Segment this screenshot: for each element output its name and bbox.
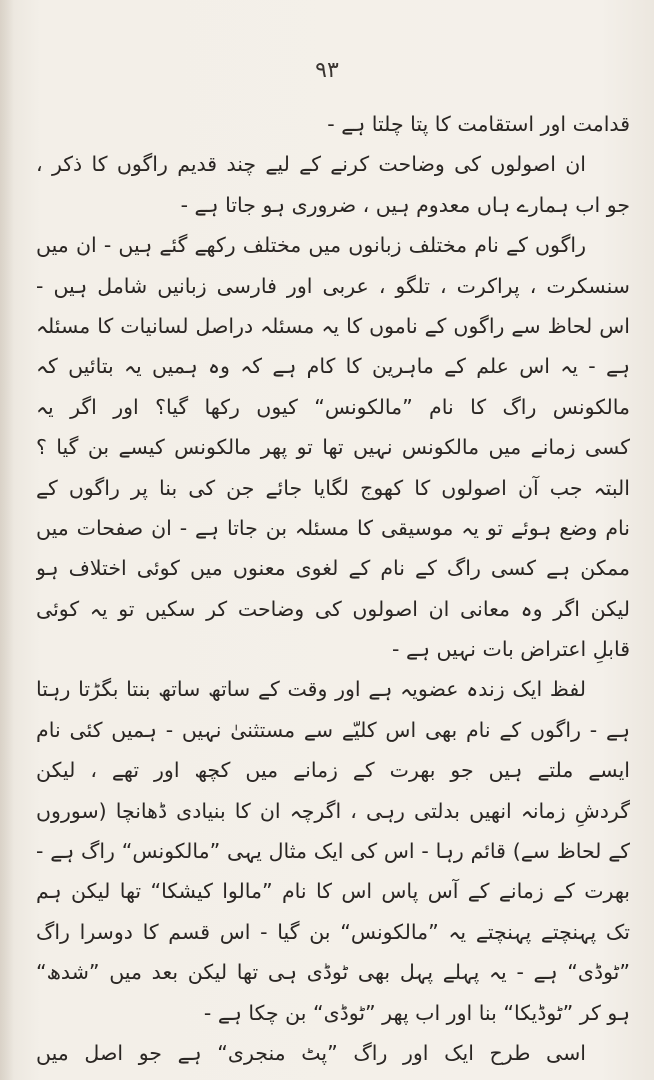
text-line: مالکونس راگ کا نام ”مالکونس“ کیوں رکھا گیا؟ اور اگر یہ xyxy=(36,394,630,419)
text-line: قدامت اور استقامت کا پتا چلتا ہے - xyxy=(327,112,630,136)
text-line: ایسے ملتے ہیں جو بھرت کے زمانے میں کچھ اور تھے ، لیکن xyxy=(36,758,630,783)
text-line: ہو کر ”ٹوڈیکا“ بنا اور اب پھر ”ٹوڈی“ بن چکا ہے - xyxy=(203,1000,630,1025)
page-body-text xyxy=(36,104,630,1073)
text-line: ممکن ہے کسی راگ کے نام کے لغوی معنوں میں کوئی اختلاف ہو xyxy=(36,556,630,581)
text-line: تک پہنچتے پہنچتے یہ ”مالکونس“ بن گیا - اس قسم کا دوسرا راگ xyxy=(36,919,630,944)
text-line: لفظ ایک زندہ عضویہ ہے اور وقت کے ساتھ ساتھ بنتا بگڑتا رہتا xyxy=(36,677,586,702)
text-line: بھرت کے زمانے کے آس پاس اس کا نام ”مالوا کیشکا“ تھا لیکن ہم xyxy=(36,879,630,904)
text-line: ہے - یہ اس علم کے ماہرین کا کام ہے کہ وہ ہمیں یہ بتائیں کہ xyxy=(36,354,630,379)
text-line: ہے - راگوں کے نام بھی اس کلیّے سے مستثنیٰ نہیں - ہمیں کئی نام xyxy=(36,717,630,742)
page-number: ۹۳ xyxy=(315,58,339,83)
text-line: کسی زمانے میں مالکونس نہیں تھا تو پھر مالکونس کیسے بن گیا ؟ xyxy=(36,435,630,460)
text-line: کے لحاظ سے) قائم رہا - اس کی ایک مثال یہی ”مالکونس“ راگ ہے - xyxy=(36,839,630,864)
text-line: قابلِ اعتراض بات نہیں ہے - xyxy=(392,637,630,662)
text-line: لیکن اگر وہ معانی ان اصولوں کی وضاحت کر سکیں تو یہ کوئی xyxy=(36,596,630,621)
text-line: ان اصولوں کی وضاحت کرنے کے لیے چند قدیم راگوں کا ذکر ، xyxy=(36,152,586,177)
text-line: نام وضع ہوئے تو یہ موسیقی کا مسئلہ بن جاتا ہے - ان صفحات میں xyxy=(36,515,630,540)
text-line: اسی طرح ایک اور راگ ”پٹ منجری“ ہے جو اصل میں xyxy=(36,1040,586,1065)
text-line: اس لحاظ سے راگوں کے ناموں کا یہ مسئلہ دراصل لسانیات کا مسئلہ xyxy=(36,313,630,338)
text-line: جو اب ہمارے ہاں معدوم ہیں ، ضروری ہو جاتا ہے - xyxy=(180,192,630,217)
text-line: ”ٹوڈی“ ہے - یہ پہلے پہل بھی ٹوڈی ہی تھا لیکن بعد میں ”شدھ“ xyxy=(36,960,630,985)
text-line: سنسکرت ، پراکرت ، تلگو ، عربی اور فارسی زبانیں شامل ہیں - xyxy=(36,273,630,298)
text-line: گردشِ زمانہ انھیں بدلتی رہی ، اگرچہ ان کا بنیادی ڈھانچا (سوروں xyxy=(36,798,630,823)
page-gutter-shadow xyxy=(0,0,14,1080)
text-line: راگوں کے نام مختلف زبانوں میں مختلف رکھے گئے ہیں - ان میں xyxy=(36,233,586,258)
text-line: البتہ جب آن اصولوں کا کھوج لگایا جائے جن کی بنا پر راگوں کے xyxy=(36,475,630,500)
